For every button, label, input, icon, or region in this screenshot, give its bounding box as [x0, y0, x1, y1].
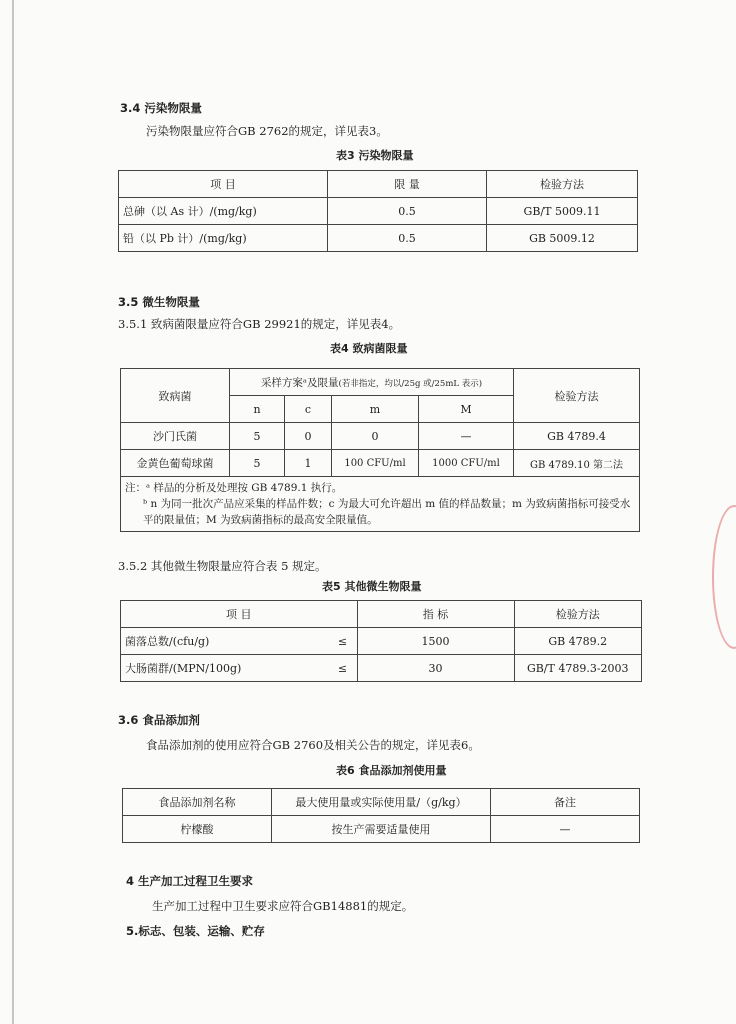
- table4-caption: 表4 致病菌限量: [330, 342, 408, 355]
- table-cell: 5: [230, 450, 285, 477]
- table-cell: 30: [357, 655, 514, 682]
- table-header-cell: [230, 369, 514, 396]
- table-cell: 菌落总数/(cfu/g): [121, 628, 329, 655]
- table5-caption: 表5 其他微生物限量: [322, 580, 422, 593]
- table-row: [121, 450, 640, 477]
- plan-note: (若非指定，均以/25g 或/25mL 表示): [338, 378, 483, 389]
- section-3-6-heading: 3.6 食品添加剂: [118, 713, 200, 727]
- section-3-4-text: 污染物限量应符合GB 2762的规定，详见表3。: [146, 124, 388, 138]
- table-cell: 铅（以 Pb 计）/(mg/kg): [119, 225, 328, 252]
- table-header-cell: 检验方法: [514, 601, 642, 628]
- table-header-cell: n: [230, 396, 285, 423]
- table-cell: 0: [285, 423, 332, 450]
- table-cell: GB/T 5009.11: [487, 198, 638, 225]
- table-header-cell: 项 目: [121, 601, 358, 628]
- table-cell: —: [491, 816, 640, 843]
- table-row: [121, 423, 640, 450]
- table-header-cell: c: [285, 396, 332, 423]
- table-cell: 柠檬酸: [123, 816, 272, 843]
- table-cell: 1500: [357, 628, 514, 655]
- table-cell: GB 5009.12: [487, 225, 638, 252]
- table-header-row: [123, 789, 640, 816]
- table-row: [123, 816, 640, 843]
- table5: [120, 600, 642, 682]
- table-cell: 0.5: [328, 225, 487, 252]
- page-edge-shadow: [12, 0, 14, 1024]
- table-header-cell: 备注: [491, 789, 640, 816]
- table-cell: 1000 CFU/ml: [419, 450, 514, 477]
- table-header-row: [121, 369, 640, 396]
- table-note-row: [121, 477, 640, 532]
- table-cell: —: [419, 423, 514, 450]
- table-cell: 5: [230, 423, 285, 450]
- table4: [120, 368, 640, 532]
- plan-label: 采样方案ᵃ及限量: [260, 376, 339, 389]
- section-4-heading: 4 生产加工过程卫生要求: [126, 874, 254, 888]
- table-cell: 1: [285, 450, 332, 477]
- table-note-line-1: 注：ᵃ 样品的分析及处理按 GB 4789.1 执行。: [125, 482, 343, 494]
- table-header-cell: 致病菌: [121, 369, 230, 423]
- section-3-6-text: 食品添加剂的使用应符合GB 2760及相关公告的规定，详见表6。: [146, 738, 480, 752]
- table-header-row: [119, 171, 638, 198]
- table-header-cell: 指 标: [357, 601, 514, 628]
- section-4-text: 生产加工过程中卫生要求应符合GB14881的规定。: [152, 899, 414, 913]
- table6-caption: 表6 食品添加剂使用量: [336, 764, 447, 777]
- section-3-4-heading: 3.4 污染物限量: [120, 101, 202, 115]
- section-3-5-2-text: 3.5.2 其他微生物限量应符合表 5 规定。: [118, 559, 327, 573]
- table-header-cell: m: [332, 396, 419, 423]
- table-cell: 大肠菌群/(MPN/100g): [121, 655, 329, 682]
- table-header-cell: 检验方法: [487, 171, 638, 198]
- table-header-cell: 检验方法: [514, 369, 640, 423]
- table-cell: 100 CFU/ml: [332, 450, 419, 477]
- table-note-line-2: ᵇ n 为同一批次产品应采集的样品件数；c 为最大可允许超出 m 值的样品数量；m 为致病菌指标可接受水平的限量值；M 为致病菌指标的最高安全限量值。: [143, 498, 631, 526]
- table-header-cell: 食品添加剂名称: [123, 789, 272, 816]
- table-cell: ≤: [329, 655, 358, 682]
- table-row: [121, 655, 642, 682]
- table-cell: 沙门氏菌: [121, 423, 230, 450]
- table6: [122, 788, 640, 843]
- section-3-5-heading: 3.5 微生物限量: [118, 295, 200, 309]
- table-cell: 0: [332, 423, 419, 450]
- table-row: [119, 225, 638, 252]
- table-cell: GB 4789.2: [514, 628, 642, 655]
- table-cell: 金黄色葡萄球菌: [121, 450, 230, 477]
- table-header-cell: 限 量: [328, 171, 487, 198]
- table-cell: 总砷（以 As 计）/(mg/kg): [119, 198, 328, 225]
- table-cell: 0.5: [328, 198, 487, 225]
- table3: [118, 170, 638, 252]
- table-header-cell: 最大使用量或实际使用量/（g/kg）: [272, 789, 491, 816]
- section-3-5-1-text: 3.5.1 致病菌限量应符合GB 29921的规定，详见表4。: [118, 317, 401, 331]
- table-note: [121, 477, 640, 532]
- table-cell: GB 4789.10 第二法: [514, 450, 640, 477]
- table-header-row: [121, 601, 642, 628]
- table-cell: GB/T 4789.3-2003: [514, 655, 642, 682]
- table-cell: ≤: [329, 628, 358, 655]
- table3-caption: 表3 污染物限量: [336, 149, 414, 162]
- section-5-heading: 5.标志、包装、运输、贮存: [126, 924, 265, 938]
- red-seal-stamp: [712, 505, 736, 649]
- table-row: [119, 198, 638, 225]
- table-header-cell: 项 目: [119, 171, 328, 198]
- table-cell: GB 4789.4: [514, 423, 640, 450]
- table-cell: 按生产需要适量使用: [272, 816, 491, 843]
- table-row: [121, 628, 642, 655]
- table-header-cell: M: [419, 396, 514, 423]
